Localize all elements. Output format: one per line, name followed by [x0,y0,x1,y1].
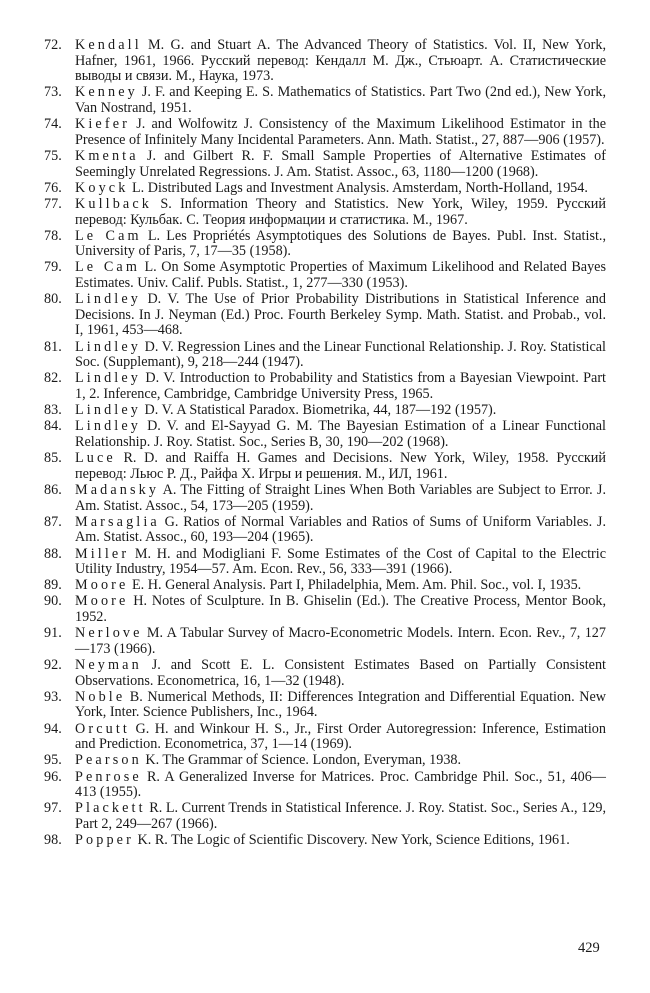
reference-item [0,181,650,197]
reference-item [0,515,650,546]
reference-author: Lindley [75,402,141,419]
reference-list [0,38,650,849]
reference-number: 88. [44,545,62,562]
reference-number: 85. [44,450,62,467]
reference-number: 81. [44,338,62,355]
reference-text: H. Notes of Sculpture. In B. Ghiselin (Ed.). The Creative Process, Mentor Book, 1952. [75,593,606,626]
reference-item [0,117,650,148]
reference-number: 87. [44,513,62,530]
reference-number: 82. [44,370,62,387]
reference-text: R. L. Current Trends in Statistical Inference. J. Roy. Statist. Soc., Series A., 129, Part 2, 249—267 (1966). [75,800,606,832]
reference-item [0,753,650,769]
reference-author: Kendall [75,37,142,53]
reference-item [0,371,650,402]
reference-item [0,770,650,801]
reference-author: Kullback [75,195,152,212]
reference-number: 95. [44,752,62,769]
reference-text: L. Distributed Lags and Investment Analysis. Amsterdam, North-Holland, 1954. [128,179,588,196]
reference-item [0,626,650,657]
reference-text: M. G. and Stuart A. The Advanced Theory of Statistics. Vol. II, New York, Hafner, 1961, 1966. Русский перевод: Кендалл М. Дж., Стьюарт. А. Статистические выводы и связи. М., Наука, 1973. [75,37,606,85]
reference-item [0,229,650,260]
reference-author: Moore [75,577,129,594]
reference-item [0,149,650,180]
reference-number: 83. [44,402,62,419]
reference-author: Lindley [75,291,141,308]
reference-item [0,483,650,514]
reference-number: 93. [44,688,62,705]
reference-number: 80. [44,291,62,308]
reference-item [0,578,650,594]
reference-text: L. On Some Asymptotic Properties of Maximum Likelihood and Related Bayes Estimates. Univ. Calif. Publs. Statist., 1, 277—330 (1953). [75,259,606,292]
reference-text: J. and Wolfowitz J. Consistency of the Maximum Likelihood Estimator in the Presence of Infinitely Many Incidental Parameters. Ann. Math. Statist., 27, 887—906 (1957). [75,116,606,148]
page-number: 429 [578,940,600,956]
reference-author: Noble [75,688,126,705]
reference-author: Kiefer [75,116,130,133]
reference-number: 74. [44,116,62,133]
reference-item [0,594,650,625]
reference-text: D. V. Regression Lines and the Linear Functional Relationship. J. Roy. Statistical Soc. (Supplemant), 9, 218—244 (1947). [75,338,606,371]
reference-author: Lindley [75,418,141,435]
reference-number: 84. [44,418,62,435]
reference-author: Popper [75,832,134,849]
reference-item [0,451,650,482]
reference-item [0,403,650,419]
reference-number: 77. [44,195,62,212]
reference-number: 79. [44,259,62,276]
reference-item [0,722,650,753]
reference-number: 86. [44,481,62,498]
reference-text: B. Numerical Methods, II: Differences Integration and Differential Equation. New York, Inter. Science Publishers, Inc., 1964. [75,688,606,721]
reference-author: Moore [75,593,129,610]
reference-text: M. H. and Modigliani F. Some Estimates of the Cost of Capital to the Electric Utility Industry, 1954—57. Am. Econ. Rev., 56, 333—391 (1966). [75,545,606,578]
reference-item [0,260,650,291]
reference-text: D. V. and El-Sayyad G. M. The Bayesian Estimation of a Linear Functional Relationship. J. Roy. Statist. Soc., Series B, 30, 190—202 (1968). [75,418,606,450]
reference-text: J. F. and Keeping E. S. Mathematics of Statistics. Part Two (2nd ed.), New York, Van Nostrand, 1951. [75,84,606,116]
reference-author: Luce [75,450,116,467]
reference-author: Le Cam [75,259,141,276]
reference-text: G. Ratios of Normal Variables and Ratios of Sums of Uniform Variables. J. Am. Statist. Assoc., 60, 193—204 (1965). [75,513,606,546]
reference-text: J. and Scott E. L. Consistent Estimates Based on Partially Consistent Observations. Econometrica, 16, 1—32 (1948). [75,657,606,689]
reference-author: Lindley [75,338,141,355]
reference-text: J. and Gilbert R. F. Small Sample Properties of Alternative Estimates of Seemingly Unrelated Regressions. J. Am. Statist. Assoc., 63, 1180—1200 (1968). [75,147,606,180]
reference-author: Pearson [75,752,142,769]
reference-author: Lindley [75,370,141,387]
reference-text: D. V. A Statistical Paradox. Biometrika, 44, 187—192 (1957). [141,402,497,419]
reference-item [0,801,650,832]
reference-text: R. A Generalized Inverse for Matrices. Proc. Cambridge Phil. Soc., 51, 406—413 (1955). [75,768,606,801]
reference-text: K. The Grammar of Science. London, Everyman, 1938. [141,752,462,769]
reference-author: Kenney [75,84,138,101]
reference-number: 96. [44,768,62,785]
reference-author: Le Cam [75,227,142,244]
reference-item [0,38,650,85]
reference-text: G. H. and Winkour H. S., Jr., First Order Autoregression: Inference, Estimation and Prediction. Econometrica, 37, 1—14 (1969). [75,720,606,753]
reference-number: 97. [44,800,62,817]
reference-text: R. D. and Raiffa H. Games and Decisions. New York, Wiley, 1958. Русский перевод: Льюс Р. Д., Райфа X. Игры и решения. М., ИЛ, 1961. [75,450,606,482]
reference-item [0,292,650,339]
reference-number: 92. [44,657,62,674]
reference-text: D. V. The Use of Prior Probability Distributions in Statistical Inference and Decisions. In J. Neyman (Ed.) Proc. Fourth Berkeley Symp. Math. Statist. and Probab., vol. I, 1961, 453—468. [75,291,606,339]
reference-author: Madansky [75,481,160,498]
reference-author: Neyman [75,657,142,674]
reference-item [0,547,650,578]
reference-number: 76. [44,179,62,196]
reference-author: Kmenta [75,147,139,164]
reference-item [0,85,650,116]
reference-author: Plackett [75,800,146,817]
reference-author: Koyck [75,179,129,196]
reference-number: 94. [44,720,62,737]
reference-author: Miller [75,545,130,562]
reference-number: 91. [44,625,62,642]
reference-item [0,340,650,371]
reference-text: S. Information Theory and Statistics. New York, Wiley, 1959. Русский перевод: Кульбак. С. Теория информации и статистика. М., 1967. [75,195,606,228]
reference-number: 73. [44,84,62,101]
reference-author: Nerlove [75,625,143,642]
reference-item [0,419,650,450]
reference-text: A. The Fitting of Straight Lines When Both Variables are Subject to Error. J. Am. Statist. Assoc., 54, 173—205 (1959). [75,481,606,514]
reference-number: 89. [44,577,62,594]
reference-author: Penrose [75,768,142,785]
reference-author: Marsaglia [75,513,160,530]
reference-text: D. V. Introduction to Probability and Statistics from a Bayesian Viewpoint. Part 1, 2. Inference, Cambridge, Cambridge University Press, 1965. [75,370,606,402]
reference-text: M. A Tabular Survey of Macro-Econometric Models. Intern. Econ. Rev., 7, 127—173 (1966). [75,625,606,657]
reference-item [0,833,650,849]
reference-number: 72. [44,37,62,53]
reference-item [0,658,650,689]
reference-number: 98. [44,832,62,849]
reference-item [0,690,650,721]
reference-author: Orcutt [75,720,130,737]
reference-number: 90. [44,593,62,610]
reference-item [0,197,650,228]
reference-text: K. R. The Logic of Scientific Discovery. New York, Science Editions, 1961. [133,832,570,849]
reference-number: 75. [44,147,62,164]
reference-text: E. H. General Analysis. Part I, Philadelphia, Mem. Am. Phil. Soc., vol. I, 1935. [128,577,582,594]
reference-number: 78. [44,227,62,244]
reference-text: L. Les Propriétés Asymptotiques des Solutions de Bayes. Publ. Inst. Statist., University of Paris, 7, 17—35 (1958). [75,227,607,260]
